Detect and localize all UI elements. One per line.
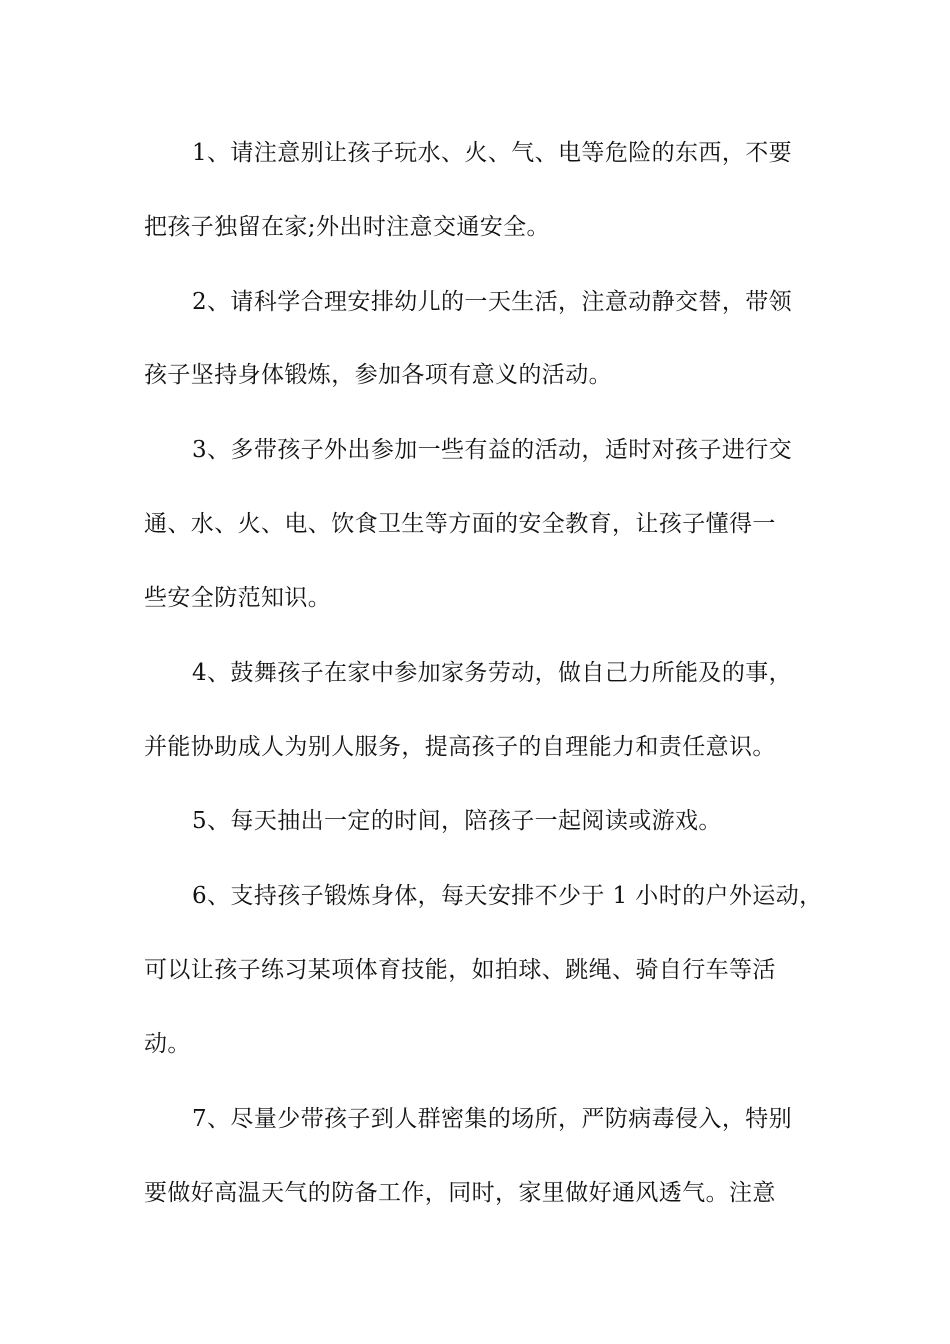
paragraph-4-line-2: 并能协助成人为别人服务，提高孩子的自理能力和责任意识。 <box>144 734 776 760</box>
paragraph-3-line-1: 3、多带孩子外出参加一些有益的活动，适时对孩子进行交 <box>192 437 793 463</box>
paragraph-6-line-2: 可以让孩子练习某项体育技能，如拍球、跳绳、骑自行车等活 <box>144 957 776 983</box>
paragraph-3-line-2: 通、水、火、电、饮食卫生等方面的安全教育，让孩子懂得一 <box>144 511 776 537</box>
paragraph-7-line-1: 7、尽量少带孩子到人群密集的场所，严防病毒侵入，特别 <box>192 1106 793 1132</box>
paragraph-2-line-2: 孩子坚持身体锻炼，参加各项有意义的活动。 <box>144 362 612 388</box>
paragraph-5-line-1: 5、每天抽出一定的时间，陪孩子一起阅读或游戏。 <box>192 808 722 834</box>
paragraph-6-line-1: 6、支持孩子锻炼身体，每天安排不少于 1 小时的户外运动， <box>192 883 823 909</box>
paragraph-6-line-3: 动。 <box>144 1031 191 1057</box>
paragraph-4-line-1: 4、鼓舞孩子在家中参加家务劳动，做自己力所能及的事， <box>192 660 793 686</box>
paragraph-7-line-2: 要做好高温天气的防备工作，同时，家里做好通风透气。注意 <box>144 1180 776 1206</box>
paragraph-1-line-2: 把孩子独留在家;外出时注意交通安全。 <box>144 214 550 240</box>
paragraph-2-line-1: 2、请科学合理安排幼儿的一天生活，注意动静交替，带领 <box>192 289 793 315</box>
paragraph-3-line-3: 些安全防范知识。 <box>144 585 332 611</box>
paragraph-1-line-1: 1、请注意别让孩子玩水、火、气、电等危险的东西，不要 <box>192 140 793 166</box>
